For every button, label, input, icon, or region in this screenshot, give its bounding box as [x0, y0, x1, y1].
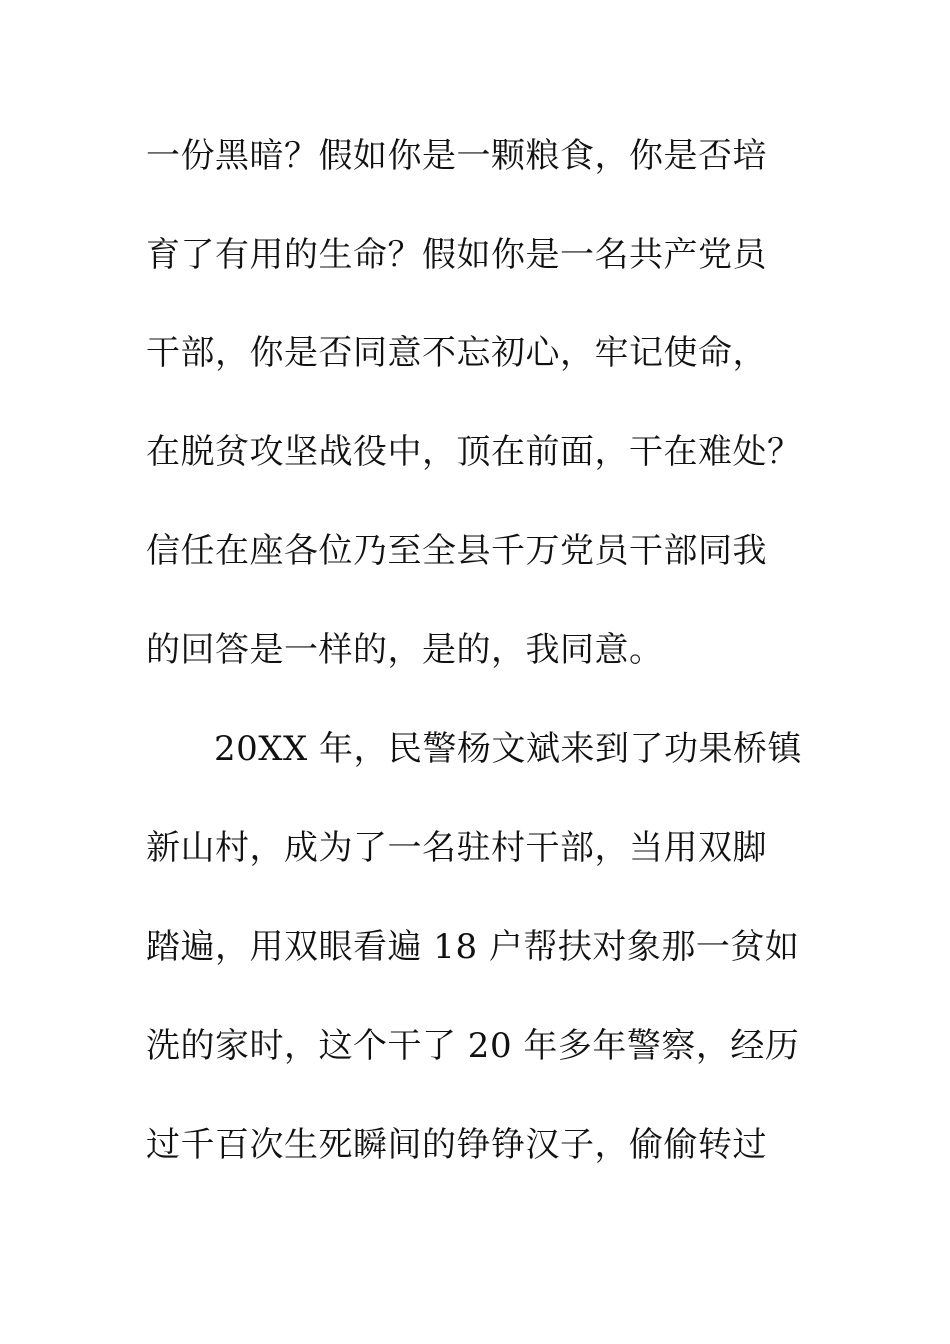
text-line: 干部，你是否同意不忘初心，牢记使命， — [146, 333, 767, 373]
text-line: 洗的家时，这个干了 20 年多年警察，经历 — [146, 1026, 800, 1066]
text-line: 新山村，成为了一名驻村干部，当用双脚 — [146, 828, 767, 868]
text-line: 一份黑暗？假如你是一颗粮食，你是否培 — [146, 136, 767, 176]
paragraph-first-line: 20XX 年，民警杨文斌来到了功果桥镇 — [214, 729, 802, 769]
text-line: 的回答是一样的，是的，我同意。 — [146, 630, 664, 670]
text-line: 育了有用的生命？假如你是一名共产党员 — [146, 235, 767, 275]
text-line: 踏遍，用双眼看遍 18 户帮扶对象那一贫如 — [146, 927, 800, 967]
text-line: 信任在座各位乃至全县千万党员干部同我 — [146, 531, 767, 571]
text-line: 在脱贫攻坚战役中，顶在前面，干在难处？ — [146, 432, 802, 472]
text-line: 过千百次生死瞬间的铮铮汉子，偷偷转过 — [146, 1125, 767, 1165]
